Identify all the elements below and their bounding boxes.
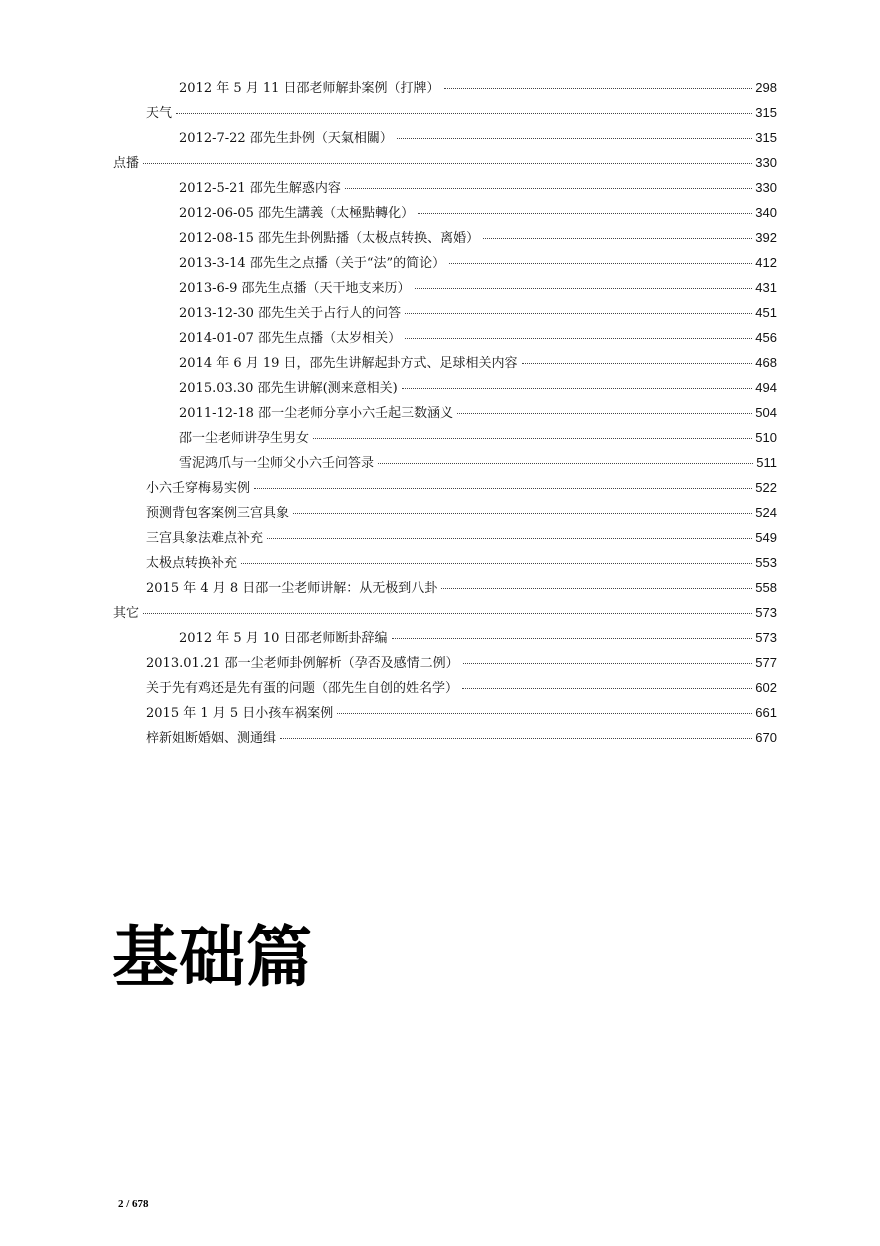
- toc-entry-title: 2014 年 6 月 19 日，邵先生讲解起卦方式、足球相关内容: [179, 354, 520, 374]
- toc-entry-page: 330: [755, 180, 777, 195]
- toc-entry-title: 梓新姐断婚姻、测通缉: [146, 729, 278, 749]
- toc-entry[interactable]: [179, 328, 777, 348]
- toc-entry-page: 573: [755, 605, 777, 620]
- toc-dot-leader: [415, 287, 753, 289]
- toc-entry[interactable]: [146, 553, 777, 573]
- toc-entry-title: 2013-12-30 邵先生关于占行人的问答: [179, 304, 403, 324]
- toc-entry-page: 340: [755, 205, 777, 220]
- toc-entry-title: 2013-6-9 邵先生点播（天干地支来历）: [179, 279, 413, 299]
- toc-entry-page: 451: [755, 305, 777, 320]
- toc-entry-page: 456: [755, 330, 777, 345]
- toc-dot-leader: [241, 562, 752, 564]
- toc-entry-title: 2012 年 5 月 11 日邵老师解卦案例（打牌）: [179, 79, 442, 99]
- toc-dot-leader: [462, 687, 752, 689]
- toc-dot-leader: [405, 312, 752, 314]
- toc-entry[interactable]: [179, 228, 777, 248]
- toc-entry-title: 2012-08-15 邵先生卦例點播（太极点转换、离婚）: [179, 229, 481, 249]
- toc-entry-page: 511: [756, 455, 777, 470]
- toc-entry[interactable]: [146, 578, 777, 598]
- toc-entry[interactable]: [179, 203, 777, 223]
- toc-dot-leader: [267, 537, 752, 539]
- toc-entry-title: 点播: [113, 154, 141, 174]
- toc-entry[interactable]: [179, 278, 777, 298]
- toc-entry-title: 天气: [146, 104, 174, 124]
- toc-entry-title: 太极点转换补充: [146, 554, 239, 574]
- toc-entry[interactable]: [179, 253, 777, 273]
- toc-entry[interactable]: [179, 178, 777, 198]
- toc-entry-title: 三宫具象法难点补充: [146, 529, 265, 549]
- toc-entry-page: 315: [755, 105, 777, 120]
- toc-entry-title: 2012 年 5 月 10 日邵老师断卦辞编: [179, 629, 390, 649]
- toc-entry-title: 雪泥鸿爪与一尘师父小六壬问答录: [179, 454, 376, 474]
- toc-entry[interactable]: [146, 653, 777, 673]
- toc-dot-leader: [405, 337, 752, 339]
- toc-entry[interactable]: [113, 153, 777, 173]
- toc-entry-title: 小六壬穿梅易实例: [146, 479, 252, 499]
- toc-entry-page: 558: [755, 580, 777, 595]
- toc-dot-leader: [418, 212, 752, 214]
- toc-entry-page: 504: [755, 405, 777, 420]
- toc-dot-leader: [143, 612, 752, 614]
- toc-entry-title: 2014-01-07 邵先生点播（太岁相关）: [179, 329, 403, 349]
- toc-entry[interactable]: [146, 478, 777, 498]
- toc-entry[interactable]: [179, 628, 777, 648]
- toc-dot-leader: [402, 387, 753, 389]
- toc-entry-page: 553: [755, 555, 777, 570]
- toc-entry-page: 573: [755, 630, 777, 645]
- toc-entry[interactable]: [179, 403, 777, 423]
- toc-dot-leader: [345, 187, 752, 189]
- toc-entry-page: 412: [755, 255, 777, 270]
- toc-entry-page: 468: [755, 355, 777, 370]
- toc-entry[interactable]: [179, 78, 777, 98]
- toc-entry-page: 315: [755, 130, 777, 145]
- toc-entry-title: 2013-3-14 邵先生之点播（关于“法”的简论）: [179, 254, 447, 274]
- toc-dot-leader: [176, 112, 752, 114]
- toc-entry[interactable]: [179, 353, 777, 373]
- toc-dot-leader: [378, 462, 753, 464]
- toc-entry-page: 524: [755, 505, 777, 520]
- toc-entry[interactable]: [146, 728, 777, 748]
- toc-entry-title: 预测背包客案例三宫具象: [146, 504, 291, 524]
- toc-dot-leader: [337, 712, 752, 714]
- toc-entry-page: 510: [755, 430, 777, 445]
- toc-entry-title: 2013.01.21 邵一尘老师卦例解析（孕否及感情二例）: [146, 654, 461, 674]
- toc-dot-leader: [444, 87, 753, 89]
- toc-dot-leader: [392, 637, 753, 639]
- toc-entry-page: 298: [755, 80, 777, 95]
- page-number: 2 / 678: [118, 1198, 149, 1210]
- toc-entry[interactable]: [179, 303, 777, 323]
- toc-entry[interactable]: [146, 678, 777, 698]
- toc-entry-page: 577: [755, 655, 777, 670]
- toc-entry-page: 431: [755, 280, 777, 295]
- toc-entry[interactable]: [146, 703, 777, 723]
- toc-entry[interactable]: [179, 428, 777, 448]
- toc-dot-leader: [313, 437, 752, 439]
- toc-entry-title: 其它: [113, 604, 141, 624]
- toc-entry-title: 2012-06-05 邵先生講義（太極點轉化）: [179, 204, 416, 224]
- toc-entry-page: 670: [755, 730, 777, 745]
- toc-entry-page: 494: [755, 380, 777, 395]
- toc-entry[interactable]: [146, 103, 777, 123]
- toc-entry[interactable]: [113, 603, 777, 623]
- toc-entry-page: 661: [755, 705, 777, 720]
- toc-entry-page: 392: [755, 230, 777, 245]
- section-heading: 基础篇: [112, 918, 313, 996]
- toc-dot-leader: [457, 412, 752, 414]
- toc-dot-leader: [280, 737, 752, 739]
- toc-entry-title: 2012-5-21 邵先生解惑内容: [179, 179, 343, 199]
- toc-entry-page: 522: [755, 480, 777, 495]
- toc-dot-leader: [143, 162, 752, 164]
- toc-entry-title: 2015.03.30 邵先生讲解(测来意相关): [179, 379, 400, 399]
- toc-dot-leader: [483, 237, 752, 239]
- toc-entry-title: 关于先有鸡还是先有蛋的问题（邵先生自创的姓名学）: [146, 679, 460, 699]
- toc-entry-title: 邵一尘老师讲孕生男女: [179, 429, 311, 449]
- toc-entry[interactable]: [146, 528, 777, 548]
- toc-dot-leader: [254, 487, 752, 489]
- toc-dot-leader: [397, 137, 752, 139]
- toc-entry[interactable]: [179, 453, 777, 473]
- toc-entry-title: 2015 年 4 月 8 日邵一尘老师讲解：从无极到八卦: [146, 579, 439, 599]
- toc-entry-page: 549: [755, 530, 777, 545]
- toc-entry-title: 2015 年 1 月 5 日小孩车祸案例: [146, 704, 335, 724]
- toc-entry-page: 330: [755, 155, 777, 170]
- toc-dot-leader: [441, 587, 752, 589]
- toc-entry-title: 2011-12-18 邵一尘老师分享小六壬起三数涵义: [179, 404, 455, 424]
- toc-entry[interactable]: [179, 128, 777, 148]
- toc-dot-leader: [463, 662, 753, 664]
- toc-dot-leader: [449, 262, 752, 264]
- toc-entry-title: 2012-7-22 邵先生卦例（天氣相關）: [179, 129, 395, 149]
- toc-entry[interactable]: [146, 503, 777, 523]
- toc-entry-page: 602: [755, 680, 777, 695]
- toc-dot-leader: [522, 362, 753, 364]
- toc-entry[interactable]: [179, 378, 777, 398]
- toc-dot-leader: [293, 512, 752, 514]
